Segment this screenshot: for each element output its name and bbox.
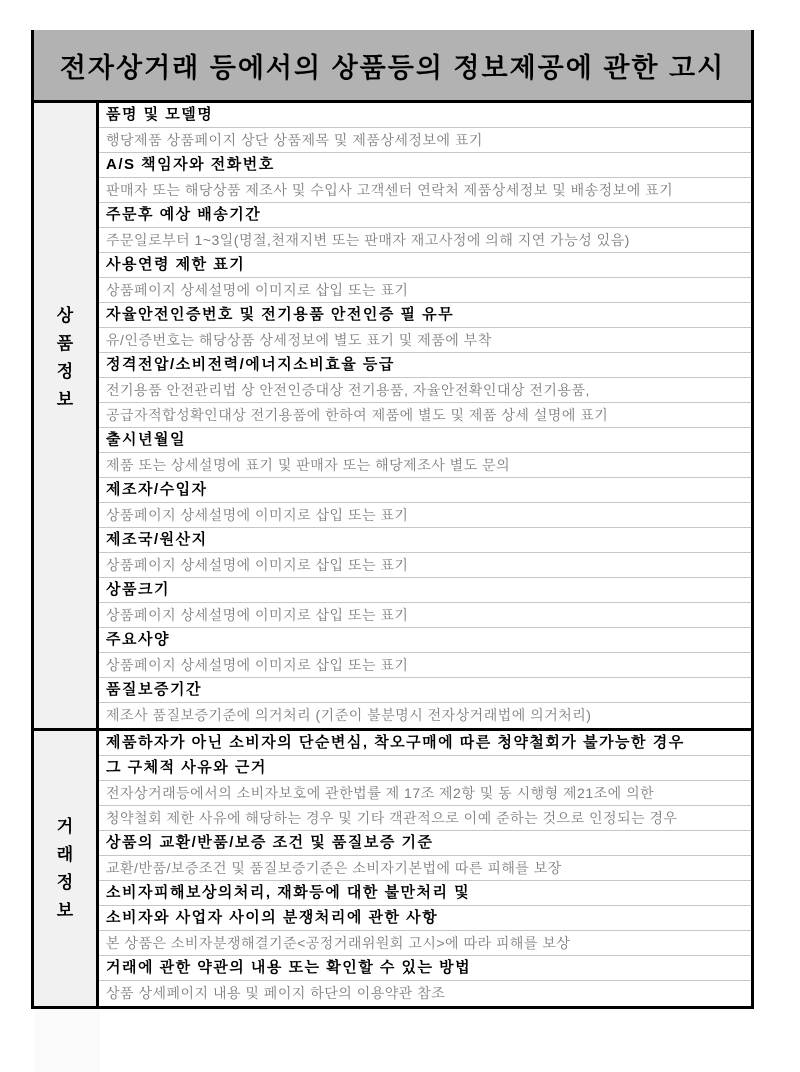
table-row-heading: 거래에 관한 약관의 내용 또는 확인할 수 있는 방법: [99, 956, 751, 981]
table-row-heading: 상품크기: [99, 578, 751, 603]
table-row-description: 상품 상세페이지 내용 및 페이지 하단의 이용약관 참조: [99, 981, 751, 1006]
transaction-info-section: [34, 731, 751, 1006]
table-row-description: 상품페이지 상세설명에 이미지로 삽입 또는 표기: [99, 653, 751, 678]
notice-title: 전자상거래 등에서의 상품등의 정보제공에 관한 고시: [34, 30, 751, 103]
table-row-heading: 주문후 예상 배송기간: [99, 203, 751, 228]
table-row-heading: A/S 책임자와 전화번호: [99, 153, 751, 178]
table-row-heading: 제조자/수입자: [99, 478, 751, 503]
table-row-description: 상품페이지 상세설명에 이미지로 삽입 또는 표기: [99, 603, 751, 628]
table-row-description: 공급자적합성확인대상 전기용품에 한하여 제품에 별도 및 제품 상세 설명에 표기: [99, 403, 751, 428]
table-row-description: 전자상거래등에서의 소비자보호에 관한법률 제 17조 제2항 및 동 시행형 제21조에 의한: [99, 781, 751, 806]
table-row-heading: 출시년월일: [99, 428, 751, 453]
table-row-heading: 품질보증기간: [99, 678, 751, 703]
table-row-heading: 상품의 교환/반품/보증 조건 및 품질보증 기준: [99, 831, 751, 856]
table-row-heading: 소비자피해보상의처리, 재화등에 대한 불만처리 및: [99, 881, 751, 906]
transaction-info-rows: [99, 731, 751, 1006]
table-row-heading: 그 구체적 사유와 근거: [99, 756, 751, 781]
table-row-description: 본 상품은 소비자분쟁해결기준<공정거래위원회 고시>에 따라 피해를 보상: [99, 931, 751, 956]
table-row-description: 판매자 또는 해당상품 제조사 및 수입사 고객센터 연락처 제품상세정보 및 배송정보에 표기: [99, 178, 751, 203]
table-row-heading: 주요사양: [99, 628, 751, 653]
table-row-heading: 소비자와 사업자 사이의 분쟁처리에 관한 사항: [99, 906, 751, 931]
table-row-description: 교환/반품/보증조건 및 품질보증기준은 소비자기본법에 따른 피해를 보장: [99, 856, 751, 881]
label-column-shadow-strip: [35, 1009, 100, 1072]
section-label-product-info: 상 품 정 보: [56, 305, 74, 409]
table-row-heading: 자율안전인증번호 및 전기용품 안전인증 필 유무: [99, 303, 751, 328]
table-row-description: 상품페이지 상세설명에 이미지로 삽입 또는 표기: [99, 278, 751, 303]
section-label-transaction-info: 거 래 정 보: [56, 816, 74, 920]
table-row-heading: 제조국/원산지: [99, 528, 751, 553]
section-label-cell-transaction-info: [34, 731, 99, 1006]
table-row-description: 전기용품 안전관리법 상 안전인증대상 전기용품, 자율안전확인대상 전기용품,: [99, 378, 751, 403]
table-row-description: 제품 또는 상세설명에 표기 및 판매자 또는 해당제조사 별도 문의: [99, 453, 751, 478]
table-row-heading: 제품하자가 아닌 소비자의 단순변심, 착오구매에 따른 청약철회가 불가능한 경우: [99, 731, 751, 756]
table-row-heading: 사용연령 제한 표기: [99, 253, 751, 278]
table-row-heading: 정격전압/소비전력/에너지소비효율 등급: [99, 353, 751, 378]
product-info-section: [34, 103, 751, 731]
table-row-description: 행당제품 상품페이지 상단 상품제목 및 제품상세정보에 표기: [99, 128, 751, 153]
table-row-description: 상품페이지 상세설명에 이미지로 삽입 또는 표기: [99, 553, 751, 578]
section-label-cell-product-info: [34, 103, 99, 728]
product-info-rows: [99, 103, 751, 728]
table-row-description: 청약철회 제한 사유에 해당하는 경우 및 기타 객관적으로 이예 준하는 것으로 인정되는 경우: [99, 806, 751, 831]
table-row-description: 상품페이지 상세설명에 이미지로 삽입 또는 표기: [99, 503, 751, 528]
table-row-description: 주문일로부터 1~3일(명절,천재지변 또는 판매자 재고사정에 의해 지연 가능성 있음): [99, 228, 751, 253]
table-row-heading: 품명 및 모델명: [99, 103, 751, 128]
notice-table: [31, 30, 754, 1009]
table-row-description: 제조사 품질보증기준에 의거처리 (기준이 불분명시 전자상거래법에 의거처리): [99, 703, 751, 728]
table-row-description: 유/인증번호는 해당상품 상세정보에 별도 표기 및 제품에 부착: [99, 328, 751, 353]
